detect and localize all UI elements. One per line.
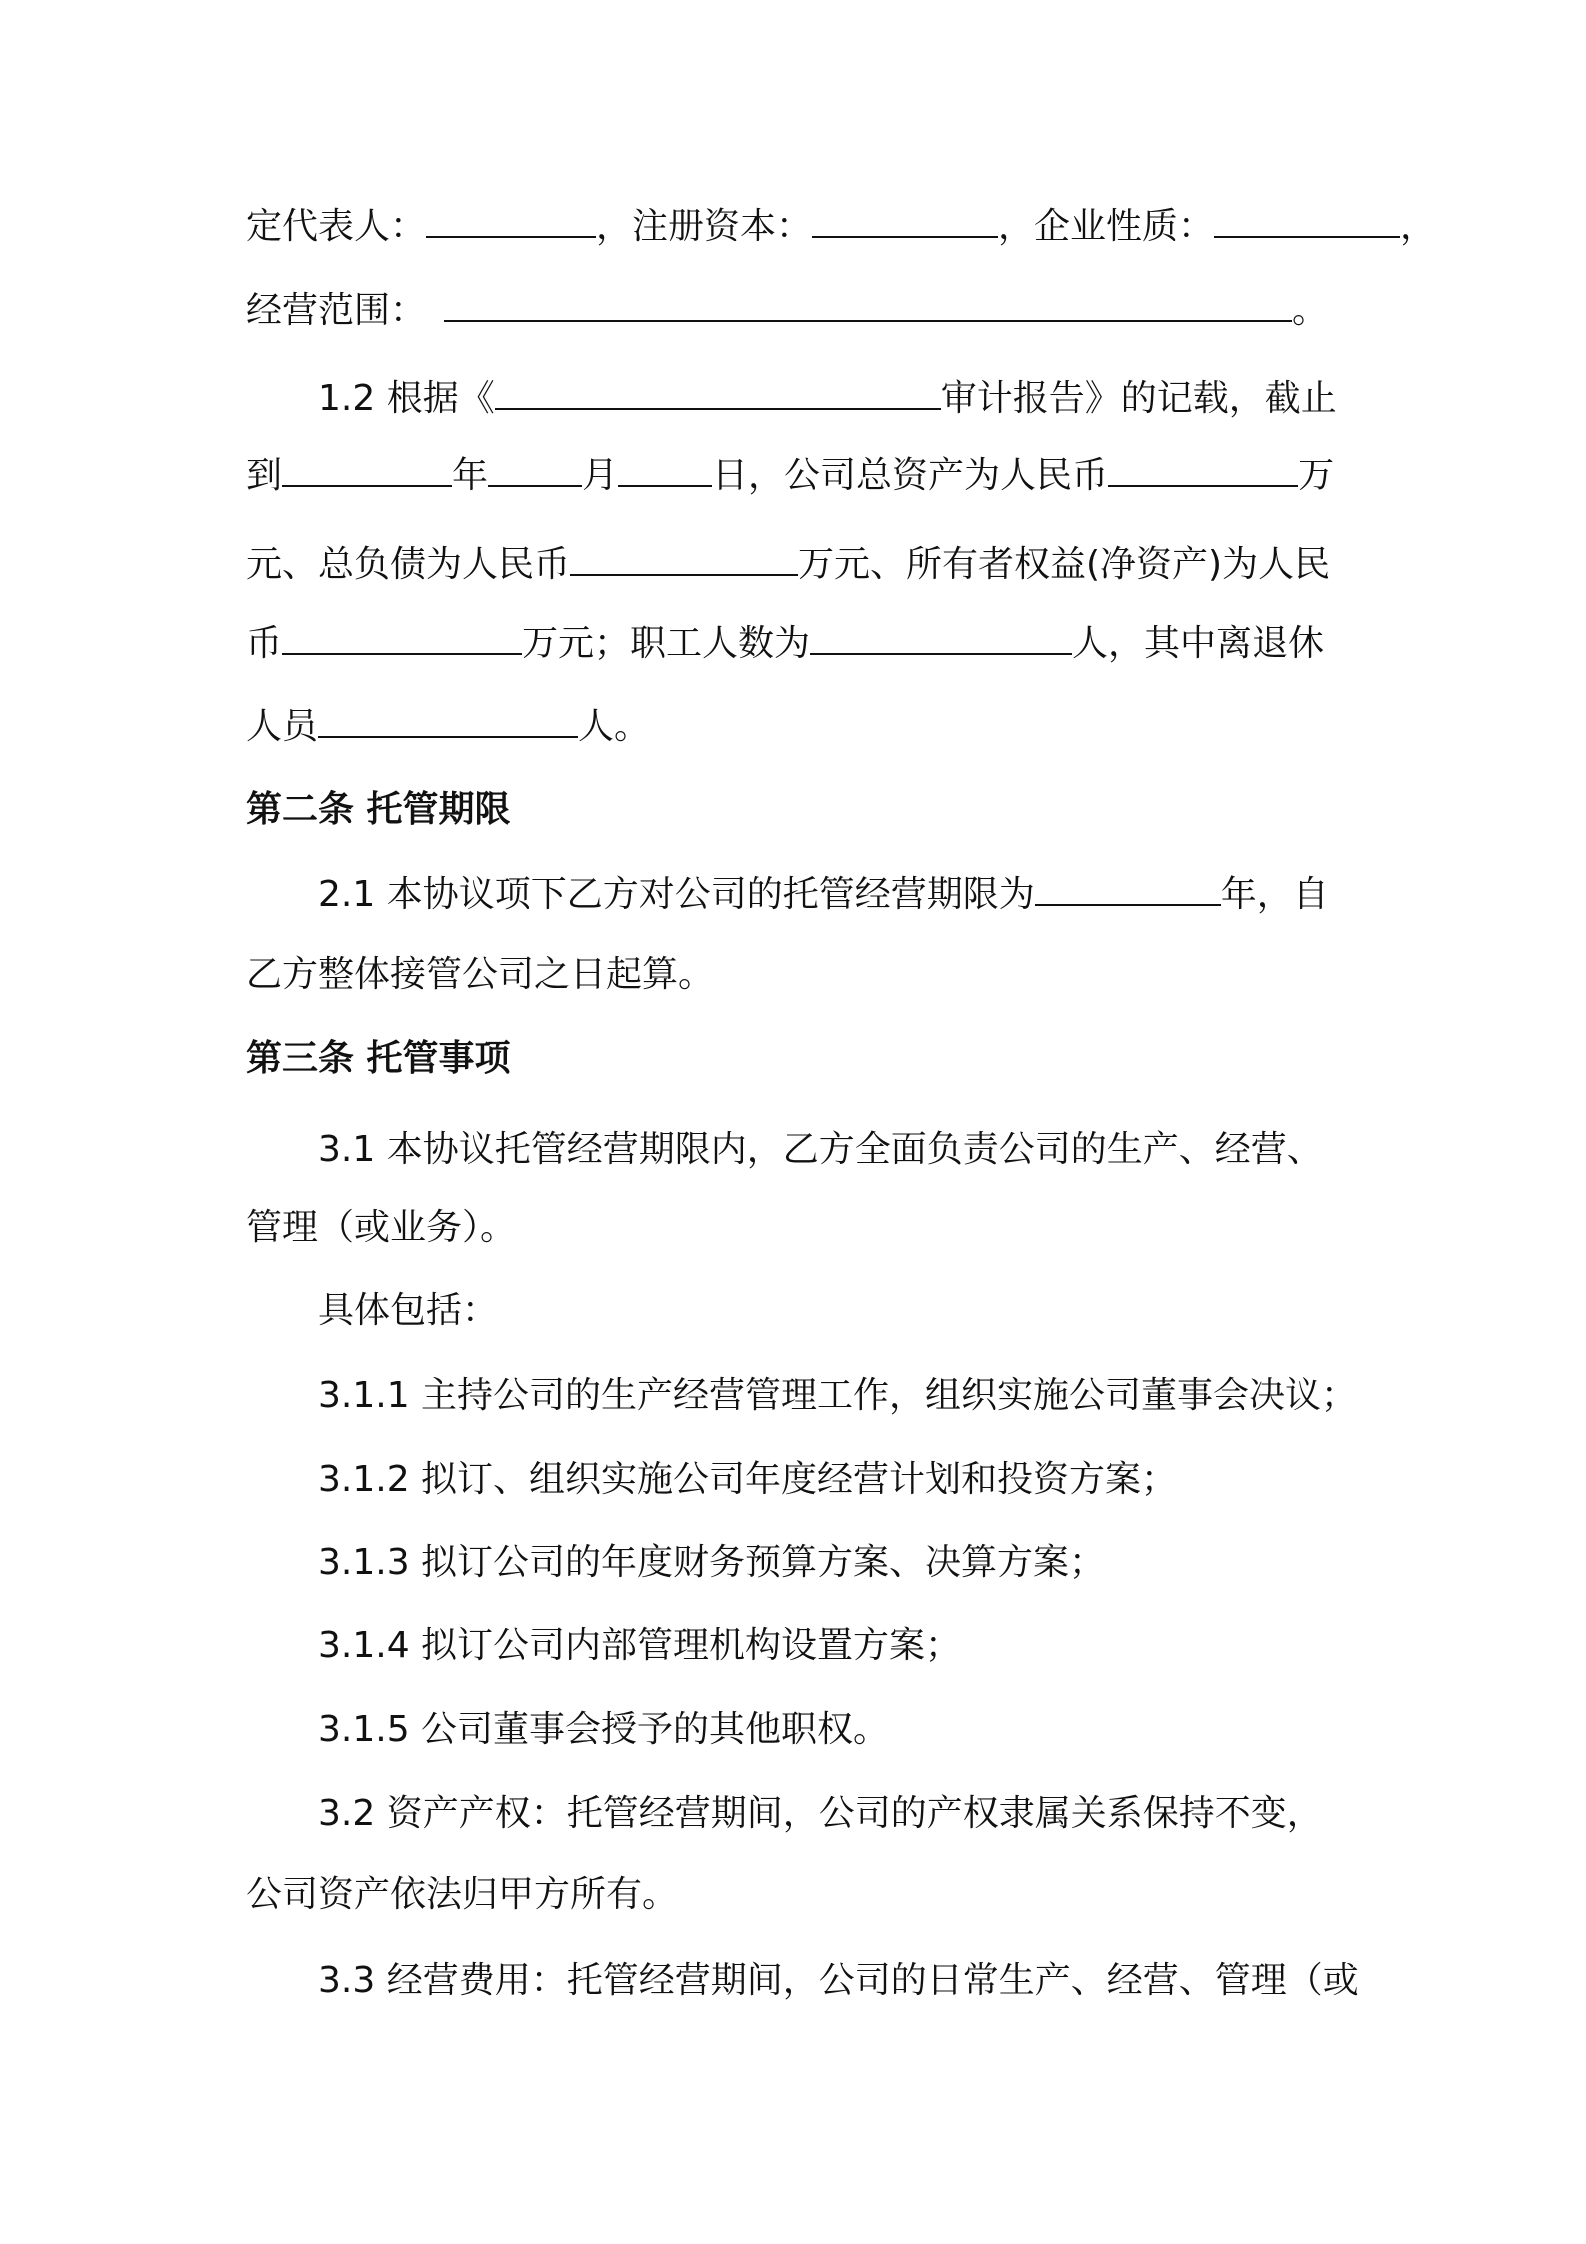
text: 经营范围： (246, 290, 427, 331)
list-item: 3.1.2 拟订、组织实施公司年度经营计划和投资方案； (318, 1459, 1178, 1500)
text: 审计报告》的记载，截止 (940, 378, 1337, 419)
section-heading: 第二条 托管期限 (246, 789, 511, 830)
text: 人员 (246, 706, 319, 747)
text: 年 (452, 455, 489, 496)
text-line: 3.3 经营费用：托管经营期间，公司的日常生产、经营、管理（或 (318, 1960, 1359, 2001)
text-line: 管理（或业务）。 (246, 1207, 517, 1248)
list-item: 3.1.5 公司董事会授予的其他职权。 (318, 1709, 890, 1750)
fill-blank (488, 447, 582, 487)
text: 到 (246, 455, 283, 496)
fill-blank (618, 447, 712, 487)
text: 万 (1298, 455, 1335, 496)
text-line: 公司资产依法归甲方所有。 (246, 1874, 679, 1915)
fill-blank (1035, 866, 1221, 906)
fill-blank (812, 198, 998, 238)
text: 万元；职工人数为 (522, 623, 811, 664)
fill-blank (1214, 198, 1400, 238)
text: ， (1400, 206, 1437, 247)
list-item: 3.1.1 主持公司的生产经营管理工作，组织实施公司董事会决议； (318, 1375, 1358, 1416)
text-line (246, 536, 1330, 592)
text-line (318, 866, 1329, 922)
fill-blank (444, 282, 1292, 322)
text-line (246, 698, 650, 754)
text-line: 具体包括： (318, 1290, 499, 1331)
fill-blank (570, 536, 798, 576)
list-item: 3.1.4 拟订公司内部管理机构设置方案； (318, 1625, 962, 1666)
text: 人，其中离退休 (1072, 623, 1325, 664)
text-line (246, 198, 1436, 254)
text: 万元、所有者权益(净资产)为人民 (798, 544, 1331, 585)
fill-blank (318, 698, 578, 738)
text-line (246, 282, 1328, 338)
text-line: 3.2 资产产权：托管经营期间，公司的产权隶属关系保持不变， (318, 1793, 1323, 1834)
fill-blank (426, 198, 596, 238)
text: 日，公司总资产为人民币 (712, 455, 1109, 496)
text-line (318, 370, 1337, 426)
fill-blank (282, 615, 522, 655)
fill-blank (495, 370, 941, 410)
text: 2.1 本协议项下乙方对公司的托管经营期限为 (318, 874, 1035, 915)
text: 人。 (578, 706, 651, 747)
list-item: 3.1.3 拟订公司的年度财务预算方案、决算方案； (318, 1542, 1106, 1583)
text: 1.2 根据《 (318, 378, 495, 419)
text: ，注册资本： (596, 206, 813, 247)
text-line: 3.1 本协议托管经营期限内，乙方全面负责公司的生产、经营、 (318, 1129, 1323, 1170)
text-line: 乙方整体接管公司之日起算。 (246, 954, 715, 995)
text: ，企业性质： (998, 206, 1215, 247)
text: 元、总负债为人民币 (246, 544, 571, 585)
text: 年，自 (1220, 874, 1329, 915)
text: 币 (246, 623, 283, 664)
fill-blank (810, 615, 1072, 655)
fill-blank (1108, 447, 1298, 487)
text: 月 (582, 455, 619, 496)
text-line (246, 447, 1334, 503)
text: 定代表人： (246, 206, 427, 247)
text-line (246, 615, 1324, 671)
section-heading: 第三条 托管事项 (246, 1038, 511, 1079)
text: 。 (1292, 290, 1329, 331)
fill-blank (282, 447, 452, 487)
